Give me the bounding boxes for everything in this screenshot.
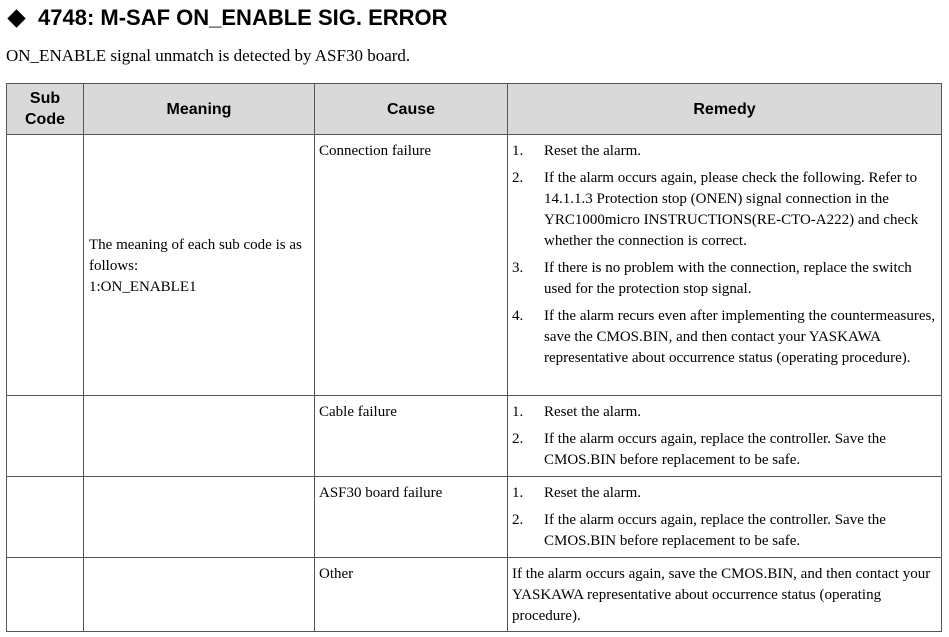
remedy-steps xyxy=(512,483,937,552)
table-row xyxy=(7,135,942,396)
cause-cell: Other xyxy=(315,558,508,632)
header-sub-code: Sub Code xyxy=(7,84,84,135)
alarm-table xyxy=(6,83,942,632)
table-row xyxy=(7,558,942,632)
list-item: 2. If the alarm occurs again, replace the controller. Save the CMOS.BIN before replacement to be safe. xyxy=(512,431,886,468)
meaning-line: The meaning of each sub code is as follows: xyxy=(89,236,302,274)
list-item: 2. If the alarm occurs again, please check the following. Refer to 14.1.1.3 Protection stop (ONEN) signal connection in the YRC1000micro INSTRUCTIONS(RE-CTO-A222) and check whether the connection is correct. xyxy=(512,170,919,249)
meaning-cell xyxy=(84,477,315,558)
list-item: 3. If there is no problem with the connection, replace the switch used for the protection stop signal. xyxy=(512,260,912,297)
alarm-description: ON_ENABLE signal unmatch is detected by ASF30 board. xyxy=(6,46,411,65)
meaning-cell xyxy=(84,396,315,477)
cause-cell: Connection failure xyxy=(315,135,508,396)
alarm-heading: 4748: M-SAF ON_ENABLE SIG. ERROR xyxy=(38,5,448,30)
remedy-steps xyxy=(512,402,937,471)
remedy-cell: If the alarm occurs again, save the CMOS.BIN, and then contact your YASKAWA representative about occurrence status (operating procedure). xyxy=(508,558,942,632)
list-item: 1. Reset the alarm. xyxy=(512,485,642,501)
meaning-line: 1:ON_ENABLE1 xyxy=(89,278,197,295)
meaning-cell xyxy=(84,135,315,396)
list-item: 2. If the alarm occurs again, replace the controller. Save the CMOS.BIN before replacement to be safe. xyxy=(512,512,886,549)
sub-code-cell xyxy=(7,135,84,396)
table-header-row xyxy=(7,84,942,135)
diamond-bullet-icon xyxy=(7,9,25,27)
page-title xyxy=(6,4,448,32)
remedy-cell xyxy=(508,396,942,477)
table-row xyxy=(7,477,942,558)
list-item: 4. If the alarm recurs even after implementing the countermeasures, save the CMOS.BIN, and then contact your YASKAWA representative about occurrence status (operating procedure). xyxy=(512,308,936,366)
table-row xyxy=(7,396,942,477)
remedy-cell xyxy=(508,477,942,558)
meaning-cell xyxy=(84,558,315,632)
sub-code-cell xyxy=(7,477,84,558)
list-item: 1. Reset the alarm. xyxy=(512,143,642,159)
header-remedy: Remedy xyxy=(508,84,942,135)
header-meaning: Meaning xyxy=(84,84,315,135)
remedy-cell xyxy=(508,135,942,396)
list-item: 1. Reset the alarm. xyxy=(512,404,642,420)
cause-cell: Cable failure xyxy=(315,396,508,477)
cause-cell: ASF30 board failure xyxy=(315,477,508,558)
sub-code-cell xyxy=(7,558,84,632)
header-cause: Cause xyxy=(315,84,508,135)
remedy-steps xyxy=(512,141,937,369)
sub-code-cell xyxy=(7,396,84,477)
